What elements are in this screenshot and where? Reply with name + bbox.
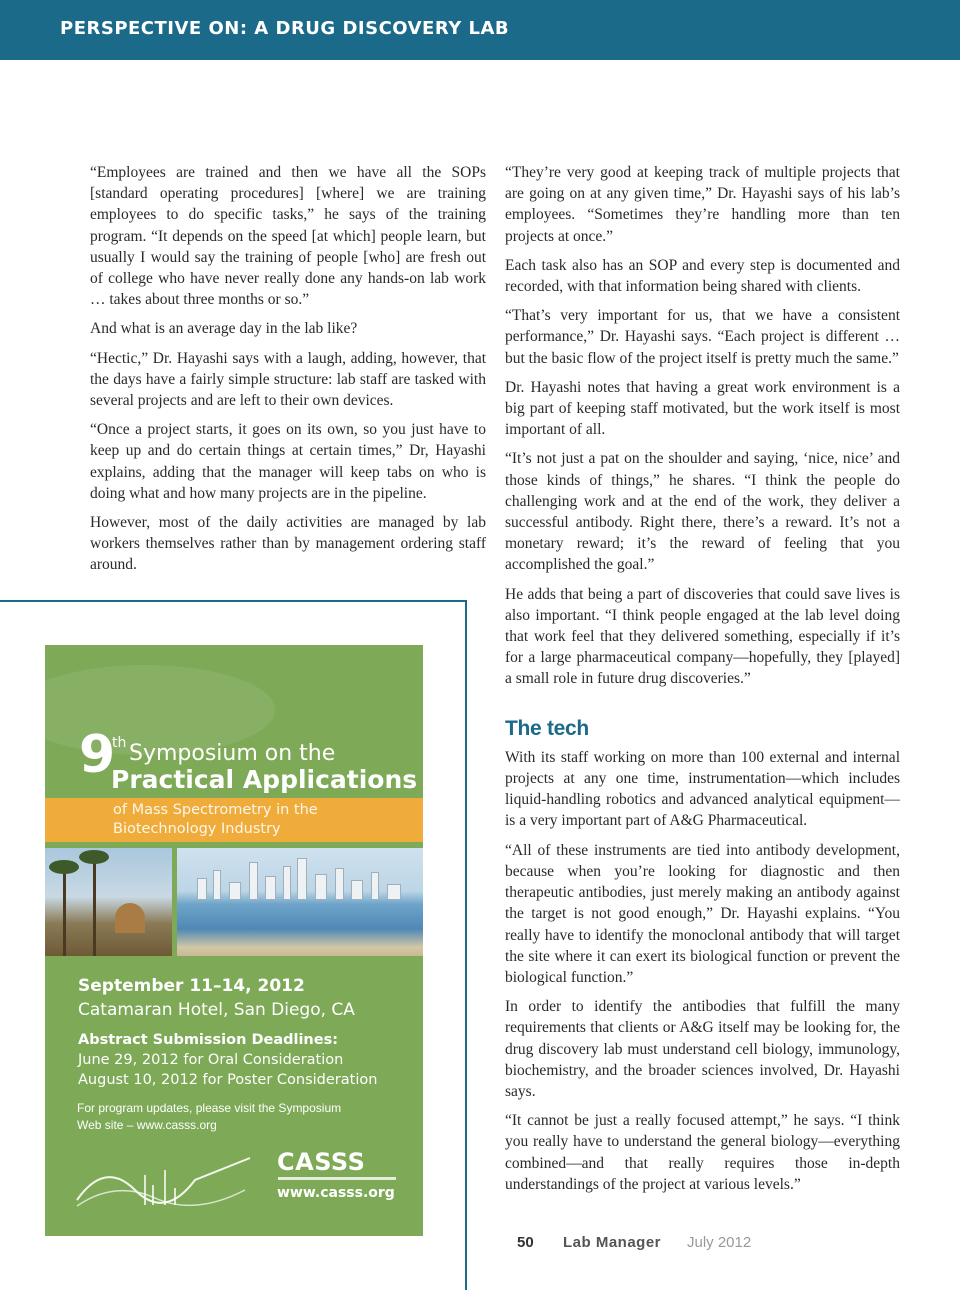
right-column: [505, 162, 900, 1203]
paragraph: Each task also has an SOP and every step is documented and recorded, with that information being shared with clients.: [505, 256, 900, 296]
paragraph: In order to identify the antibodies that fulfill the many requirements that clients or A&G itself may be looking for, the drug discovery lab must understand cell biology, immunology, biochemistry, and the broader sciences involved, Dr. Hayashi says.: [505, 998, 900, 1100]
poster-deadline: August 10, 2012 for Poster Consideration: [78, 1072, 378, 1088]
paragraph: “Employees are trained and then we have all the SOPs [standard operating procedures] [where] we are training employees to do specific tasks,” he says of the training program. “It depends on the speed [at which] people learn, but usually I would say the training of people [who] are fresh out of college who have never really done any hands-on lab work … takes about three months or so.”: [90, 164, 486, 309]
paragraph: He adds that being a part of discoveries that could save lives is also important. “I think people engaged at the lab level doing that work feel that they delivered something, especially if it’s for a large pharmaceutical company—hopefully, they [played] a small role in future drug discoveries.”: [505, 585, 900, 688]
symposium-advertisement[interactable]: [45, 645, 423, 1236]
casss-logo-rule: [278, 1177, 396, 1180]
page-number: 50: [517, 1234, 534, 1251]
abstract-deadlines-heading: Abstract Submission Deadlines:: [78, 1032, 339, 1048]
ad-subtitle-line2: Biotechnology Industry: [113, 821, 281, 837]
paragraph: “All of these instruments are tied into antibody development, because when you’re looking for diagnostic and then therapeutic antibodies, just merely making an antibody against the target is not good enough,” Dr. Hayashi explains. “You really have to identify the monoclonal antibody that will target the site where it can exert its biological function or prevent the biological function.”: [505, 841, 900, 986]
paragraph: However, most of the daily activities are managed by lab workers themselves rather than by management ordering staff around.: [90, 514, 486, 574]
magazine-name: Lab Manager: [563, 1234, 662, 1251]
ad-subtitle-line1: of Mass Spectrometry in the: [113, 802, 318, 818]
paragraph: “It cannot be just a really focused attempt,” he says. “I think you really have to understand the general biology—everything combined—and that really requires those in-depth understandings of the project at various levels.”: [505, 1112, 900, 1193]
ad-title-line1: Symposium on the: [129, 741, 336, 766]
paragraph: “That’s very important for us, that we have a consistent performance,” Dr. Hayashi says. “Each project is different … but the basic flow of the project itself is pretty much the same.”: [505, 307, 900, 367]
ad-subtitle-band: [45, 798, 423, 842]
paragraph: And what is an average day in the lab like?: [90, 320, 358, 338]
paragraph: Dr. Hayashi notes that having a great work environment is a big part of keeping staff motivated, but the work itself is most important of all.: [505, 378, 900, 439]
paragraph: “It’s not just a pat on the shoulder and saying, ‘nice, nice’ and those kinds of things,” he shares. “I think the people do challenging work and at the end of the work, they deliver a successful antibody. Right there, there’s a reward. It’s not a monetary reward; it’s the reward of feeling that you accomplished the goal.”: [505, 450, 900, 574]
left-column: [90, 162, 486, 584]
balboa-park-photo: [45, 848, 172, 956]
paragraph: “Once a project starts, it goes on its own, so you just have to keep up and do certain things at certain times,” Dr, Hayashi explains, adding that the manager will keep tabs on who is doing what and how many projects are in the pipeline.: [90, 421, 486, 502]
issue-date: July 2012: [687, 1234, 752, 1251]
ad-web-note-line2[interactable]: Web site – www.casss.org: [77, 1118, 217, 1132]
san-diego-skyline-photo: [177, 848, 423, 956]
ad-title-line2: Practical Applications: [111, 765, 418, 794]
ad-frame-top-rule: [0, 600, 467, 602]
spectrum-graphic-icon: [75, 1150, 255, 1210]
section-heading: The tech: [505, 716, 589, 740]
oral-deadline: June 29, 2012 for Oral Consideration: [78, 1052, 344, 1068]
section-title: PERSPECTIVE ON: A DRUG DISCOVERY LAB: [60, 18, 510, 39]
paragraph: “Hectic,” Dr. Hayashi says with a laugh, adding, however, that the days have a fairly simple structure: lab staff are tasked with several projects and are left to their own devices.: [90, 349, 486, 410]
header-bar: [0, 0, 960, 60]
casss-logo: CASSS: [277, 1148, 366, 1176]
event-date: September 11–14, 2012: [78, 976, 305, 996]
ad-frame-side-rule: [465, 600, 467, 1290]
ad-web-note-line1: For program updates, please visit the Symposium: [77, 1101, 342, 1115]
event-venue: Catamaran Hotel, San Diego, CA: [78, 1000, 355, 1020]
casss-url[interactable]: www.casss.org: [277, 1185, 395, 1201]
building-dome: [115, 903, 145, 933]
paragraph: With its staff working on more than 100 external and internal projects at any one time, instrumentation—which includes liquid-handling robotics and advanced analytical equipment—is a very important part of A&G Pharmaceutical.: [505, 748, 900, 830]
ad-edition-number: 9: [79, 725, 116, 785]
paragraph: “They’re very good at keeping track of multiple projects that are going on at any given time,” Dr. Hayashi says of his lab’s employees. “Sometimes they’re handling more than ten projects at once.”: [505, 164, 900, 245]
ad-edition-suffix: th: [112, 735, 127, 751]
